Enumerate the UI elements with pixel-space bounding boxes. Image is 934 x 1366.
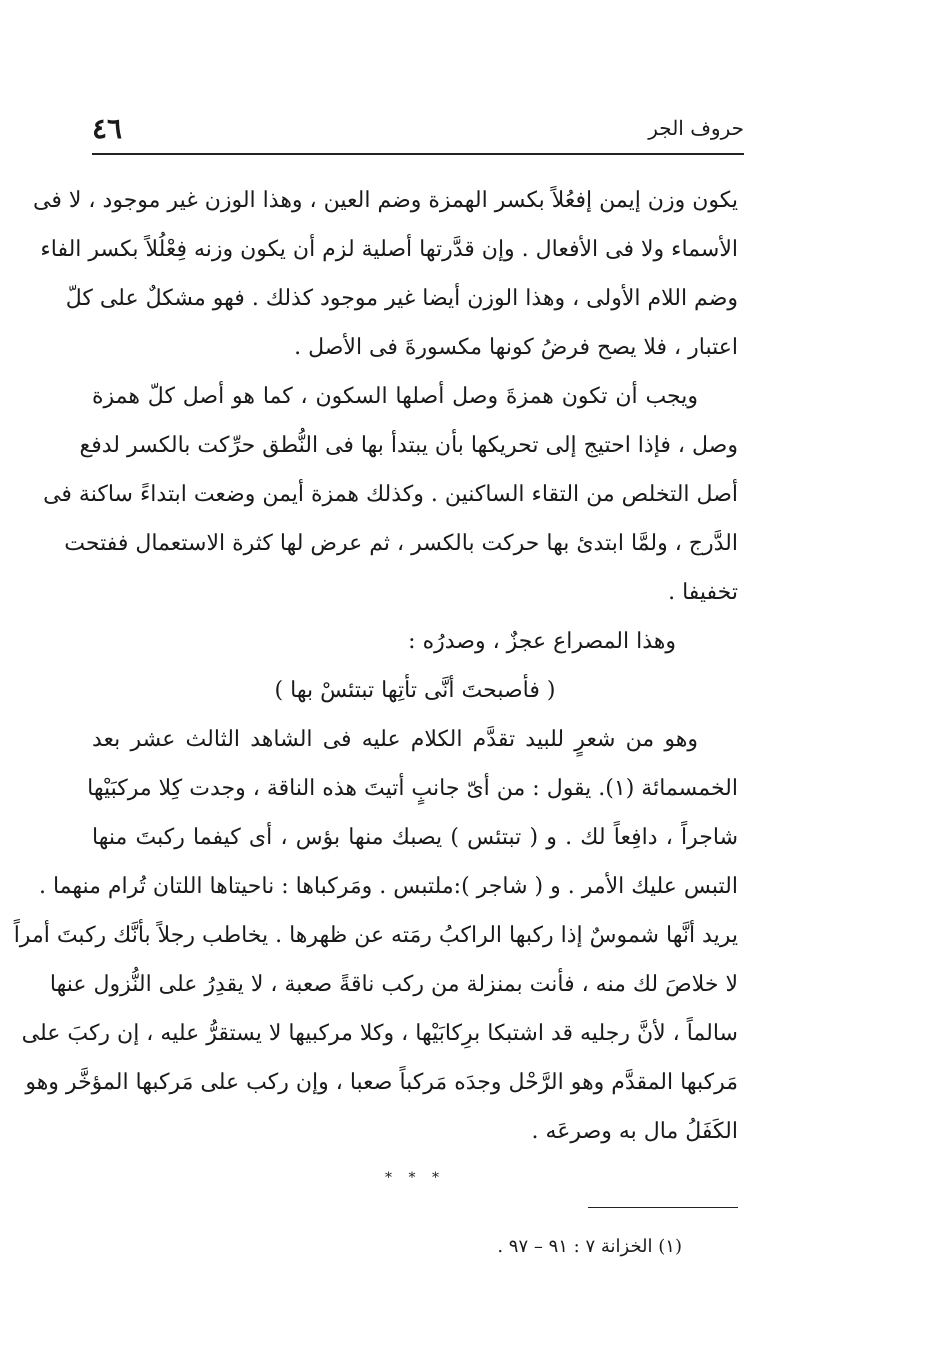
text-line: الخمسمائة (١). يقول : من أىّ جانبٍ أتيتَ هذه الناقة ، وجدت كِلا مركبَيْها [87,776,738,801]
text-line: أصل التخلص من التقاء الساكنين . وكذلك همزة أيمن وضعت ابتداءً ساكنة فى [43,482,738,507]
page-header [92,108,744,148]
page-number: ٤٦ [92,111,123,145]
text-line: الدَّرج ، ولمَّا ابتدئ بها حركت بالكسر ، ثم عرض لها كثرة الاستعمال ففتحت [64,531,738,556]
text-line: الكَفَلُ مال به وصرعَه . [531,1119,738,1144]
text-line: يريد أنَّها شموسٌ إذا ركبها الراكبُ رمَته عن ظهرها . يخاطب رجلاً بأنَّك ركبتَ أمراً [13,923,738,948]
text-line: ويجب أن تكون همزةَ وصل أصلها السكون ، كما هو أصل كلّ همزة [92,384,698,409]
footnote: (١) الخزانة ٧ : ٩١ – ٩٧ . [497,1236,682,1257]
text-line: الأسماء ولا فى الأفعال . وإن قدَّرتها أصلية لزم أن يكون وزنه فِعْلُلاً بكسر الفاء [40,237,738,262]
text-line: تخفيفا . [668,580,738,605]
text-line: التبس عليك الأمر . و ( شاجر ):ملتبس . ومَركباها : ناحيتاها اللتان تُرام منهما . [38,874,738,899]
header-rule [92,153,744,155]
text-line: اعتبار ، فلا يصح فرضُ كونها مكسورةَ فى الأصل . [294,335,738,360]
text-line: يكون وزن إيمن إفعُلاً بكسر الهمزة وضم العين ، وهذا الوزن غير موجود ، لا فى [33,188,738,213]
footnote-rule [588,1207,738,1208]
running-title: حروف الجر [648,116,744,140]
text-line: وصل ، فإذا احتيج إلى تحريكها بأن يبتدأ بها فى النُّطق حرِّكت بالكسر لدفع [79,433,738,458]
text-line: سالماً ، لأنَّ رجليه قد اشتبكا برِكابَيْها ، وكلا مركبيها لا يستقرُّ عليه ، إن ركبَ على [21,1021,738,1046]
verse-line: ( فأصبحتَ أنَّى تأتِها تبتئسْ بها ) [274,678,556,703]
text-line: وهو من شعرٍ للبيد تقدَّم الكلام عليه فى الشاهد الثالث عشر بعد [92,727,698,752]
text-line: لا خلاصَ لك منه ، فأنت بمنزلة من ركب ناقةً صعبة ، لا يقدِرُ على النُّزول عنها [49,972,738,997]
body-text [13,176,738,1186]
text-line: مَركبها المقدَّم وهو الرَّحْل وجدَه مَركباً صعبا ، وإن ركب على مَركبها المؤخَّر وهو [25,1070,738,1095]
text-line: شاجراً ، دافِعاً لك . و ( تبتئس ) يصبك منها بؤس ، أى كيفما ركبتَ منها [92,825,738,850]
section-separator: * * * [385,1170,445,1186]
verse-intro: وهذا المصراع عجزٌ ، وصدرُه : [408,629,676,654]
text-line: وضم اللام الأولى ، وهذا الوزن أيضا غير موجود كذلك . فهو مشكلٌ على كلّ [65,286,738,311]
